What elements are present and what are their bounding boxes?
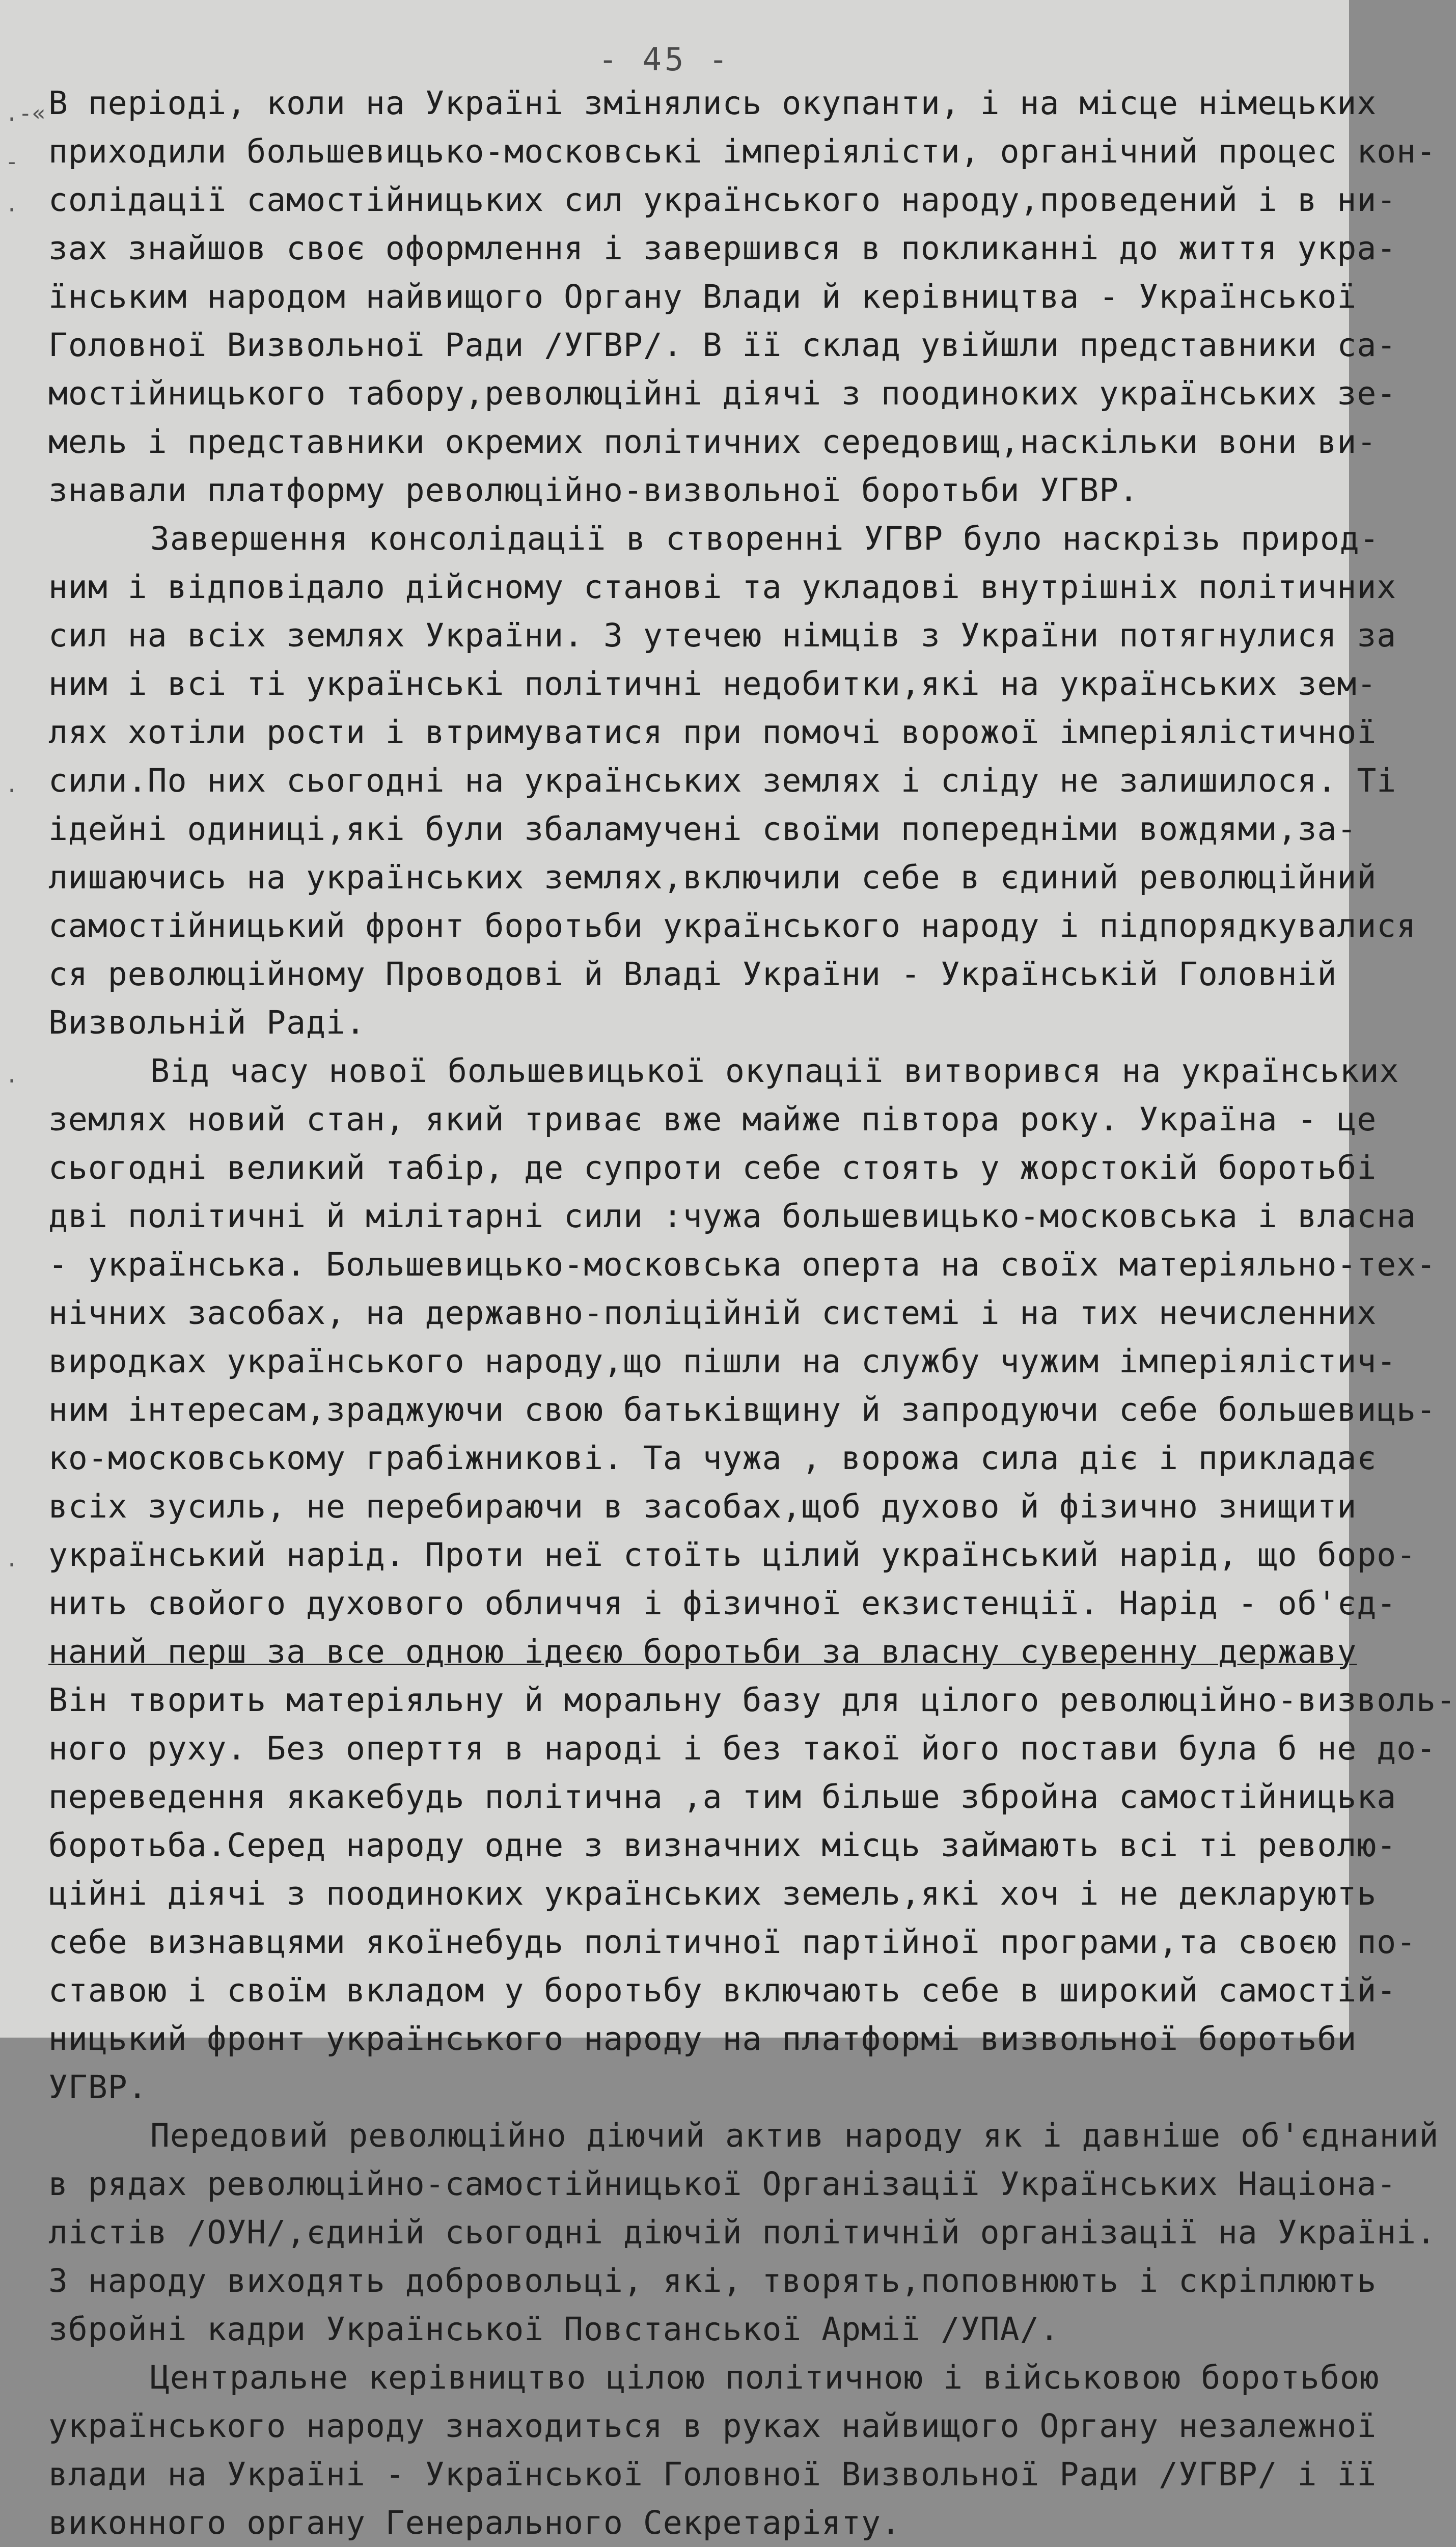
text-line: ним і відповідало дійсному станові та укладові внутрішніх політичних bbox=[48, 568, 1397, 606]
text-line: зах знайшов своє оформлення і завершився в покликанні до життя укра- bbox=[48, 230, 1397, 267]
margin-mark: · bbox=[5, 778, 19, 804]
text-line: приходили большевицько-московські імперіялісти, органічний процес кон- bbox=[48, 133, 1437, 170]
text-line: лях хотіли рости і втримуватися при помочі ворожої імперіялістичної bbox=[48, 714, 1377, 751]
text-line: переведення якакебудь політична ,а тим більше збройна самостійницька bbox=[48, 1778, 1397, 1816]
margin-mark: · bbox=[5, 1068, 19, 1094]
text-line: З народу виходять добровольці, які, творять,поповнюють і скріплюють bbox=[48, 2262, 1377, 2299]
text-line: В періоді, коли на Україні змінялись окупанти, і на місце німецьких bbox=[48, 85, 1377, 122]
margin-mark: · bbox=[5, 1552, 19, 1578]
text-line: ним інтересам,зраджуючи свою батьківщину й запродуючи себе большевиць- bbox=[48, 1391, 1437, 1428]
text-line: Центральне керівництво цілою політичною і військовою боротьбою bbox=[150, 2359, 1380, 2396]
text-line: українського народу знаходиться в руках найвищого Органу незалежної bbox=[48, 2407, 1377, 2445]
text-line: влади на Україні - Української Головної Визвольної Ради /УГВР/ і її bbox=[48, 2456, 1377, 2493]
text-line: ницький фронт українського народу на платформі визвольної боротьби bbox=[48, 2020, 1357, 2057]
text-line: сьогодні великий табір, де супроти себе стоять у жорстокій боротьбі bbox=[48, 1149, 1377, 1186]
text-line: ного руху. Без оперття в народі і без такої його постави була б не до- bbox=[48, 1730, 1437, 1767]
text-line: збройні кадри Української Повстанської Армії /УПА/. bbox=[48, 2311, 1060, 2348]
text-line: ідейні одиниці,які були збаламучені своїми попередніми вождями,за- bbox=[48, 810, 1357, 848]
text-line: Від часу нової большевицької окупації витворився на українських bbox=[150, 1052, 1399, 1090]
text-line: мостійницького табору,революційні діячі з поодиноких українських зе- bbox=[48, 375, 1397, 412]
text-line: самостійницький фронт боротьби українського народу і підпорядкувалися bbox=[48, 907, 1417, 944]
text-line: ставою і своїм вкладом у боротьбу включають себе в широкий самостій- bbox=[48, 1972, 1397, 2009]
text-line: ційні діячі з поодиноких українських земель,які хоч і не декларують bbox=[48, 1875, 1377, 1912]
text-line: український нарід. Проти неї стоїть цілий український нарід, що боро- bbox=[48, 1536, 1417, 1574]
text-line: себе визнавцями якоїнебудь політичної партійної програми,та своєю по- bbox=[48, 1923, 1417, 1961]
text-line: знавали платформу революційно-визвольної боротьби УГВР. bbox=[48, 472, 1139, 509]
page-number: - 45 - bbox=[598, 41, 731, 78]
text-line: солідації самостійницьких сил українського народу,проведений і в ни- bbox=[48, 181, 1397, 219]
text-line: Він творить матеріяльну й моральну базу для цілого революційно-визволь- bbox=[48, 1682, 1456, 1719]
text-line: лишаючись на українських землях,включили себе в єдиний революційний bbox=[48, 859, 1377, 896]
text-line: мель і представники окремих політичних середовищ,наскільки вони ви- bbox=[48, 423, 1377, 460]
text-line: УГВР. bbox=[48, 2069, 148, 2106]
text-line: боротьба.Серед народу одне з визначних місць займають всі ті револю- bbox=[48, 1827, 1397, 1864]
text-line: сил на всіх землях України. З утечею німців з України потягнулися за bbox=[48, 617, 1397, 654]
text-line: Передовий революційно діючий актив народу як і давніше об'єднаний bbox=[150, 2117, 1439, 2154]
margin-mark: - bbox=[5, 149, 19, 175]
text-line: наний перш за все одною ідеєю боротьби за власну суверенну державу bbox=[48, 1633, 1357, 1670]
text-line: сили.По них сьогодні на українських землях і сліду не залишилося. Ті bbox=[48, 762, 1397, 799]
margin-mark: · bbox=[5, 197, 19, 223]
margin-mark: .-« bbox=[5, 100, 46, 126]
text-line: Головної Визвольної Ради /УГВР/. В її склад увійшли представники са- bbox=[48, 327, 1397, 364]
text-line: ко-московському грабіжникові. Та чужа , ворожа сила діє і прикладає bbox=[48, 1440, 1377, 1477]
text-line: виродках українського народу,що пішли на службу чужим імперіялістич- bbox=[48, 1343, 1397, 1380]
text-line: ним і всі ті українські політичні недобитки,які на українських зем- bbox=[48, 665, 1377, 702]
text-line: - українська. Большевицько-московська оперта на своїх матеріяльно-тех- bbox=[48, 1246, 1437, 1283]
text-line: виконного органу Генерального Секретаріяту. bbox=[48, 2504, 901, 2541]
document-body bbox=[48, 79, 1456, 2547]
text-line: всіх зусиль, не перебираючи в засобах,щоб духово й фізично знищити bbox=[48, 1488, 1357, 1525]
text-line: Завершення консолідації в створенні УГВР було наскрізь природ- bbox=[150, 520, 1380, 557]
text-line: нить свойого духового обличчя і фізичної екзистенції. Нарід - об'єд- bbox=[48, 1585, 1397, 1622]
text-line: нічних засобах, на державно-поліційній системі і на тих нечисленних bbox=[48, 1294, 1377, 1332]
text-line: лістів /ОУН/,єдиній сьогодні діючій політичній організації на Україні. bbox=[48, 2214, 1437, 2251]
text-line: землях новий стан, який триває вже майже півтора року. Україна - це bbox=[48, 1101, 1377, 1138]
text-line: дві політичні й мілітарні сили :чужа большевицько-московська і власна bbox=[48, 1198, 1417, 1235]
text-line: Визвольній Раді. bbox=[48, 1004, 366, 1041]
text-line: їнським народом найвищого Органу Влади й керівництва - Української bbox=[48, 278, 1357, 315]
text-line: ся революційному Проводові й Владі України - Українській Головній bbox=[48, 956, 1337, 993]
text-line: в рядах революційно-самостійницької Організації Українських Націона- bbox=[48, 2165, 1397, 2203]
